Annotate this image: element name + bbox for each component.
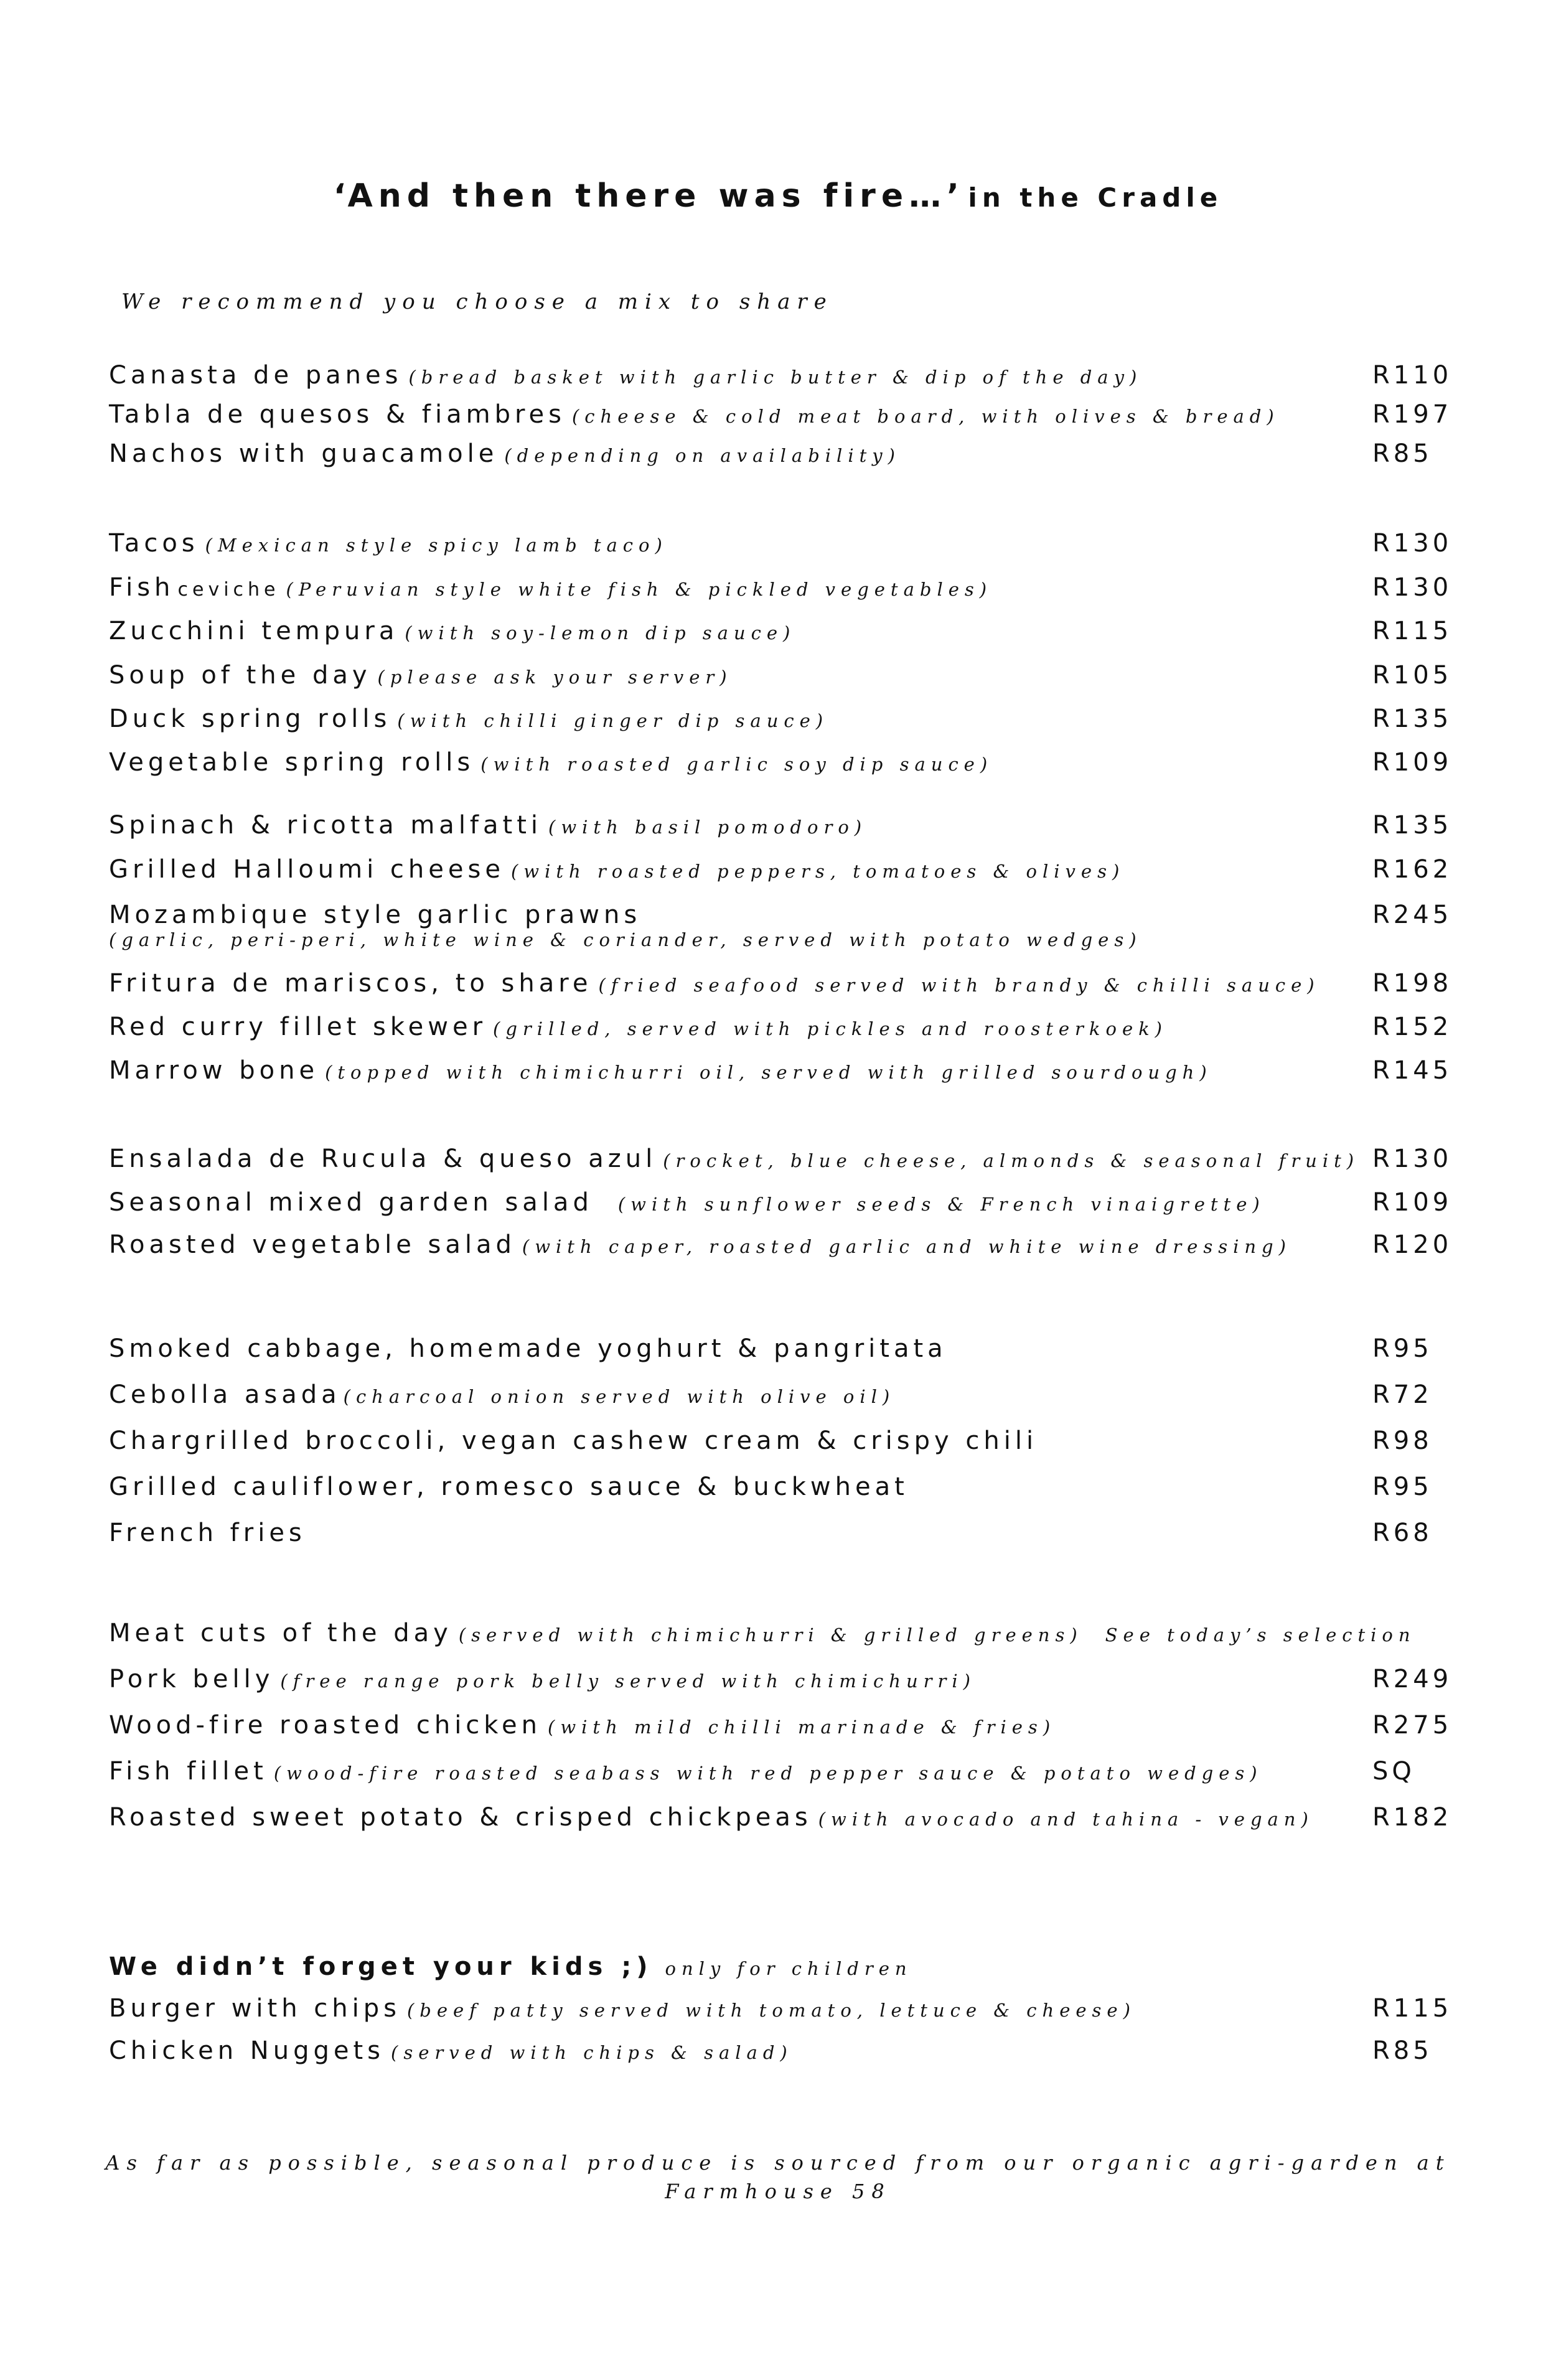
menu-item: [109, 896, 1460, 934]
intro-text: We recommend you choose a mix to share: [121, 289, 833, 314]
item-price: R162: [1372, 855, 1453, 884]
item-desc: (served with chimichurri & grilled greens): [458, 1624, 1083, 1646]
item-name: Roasted vegetable salad: [109, 1230, 516, 1259]
item-name: Tacos: [109, 529, 199, 558]
item-name: Spinach & ricotta malfatti: [109, 811, 543, 840]
item-name: Canasta de panes: [109, 361, 403, 390]
item-price: R85: [1372, 439, 1433, 468]
footer-note: [0, 2148, 1556, 2206]
menu-item: [109, 1990, 1460, 2027]
item-name: Duck spring rolls: [109, 705, 391, 733]
item-price: R115: [1372, 1994, 1453, 2023]
item-desc: (charcoal onion served with olive oil): [343, 1386, 896, 1407]
item-desc: (with basil pomodoro): [548, 817, 868, 838]
item-price: R105: [1372, 661, 1453, 690]
item-desc: (with sunflower seeds & French vinaigrette): [617, 1194, 1265, 1215]
item-price: R135: [1372, 705, 1453, 733]
item-price: R275: [1372, 1711, 1453, 1740]
item-name: Meat cuts of the day: [109, 1619, 452, 1647]
item-price: R98: [1372, 1427, 1433, 1455]
item-desc: (served with chips & salad): [391, 2042, 793, 2063]
menu-item: [109, 1052, 1460, 1089]
title-sub: in the Cradle: [968, 182, 1223, 213]
item-desc: (topped with chimichurri oil, served with grilled sourdough): [325, 1062, 1212, 1083]
item-name: Seasonal mixed garden salad: [109, 1188, 593, 1217]
menu-item: [109, 657, 1460, 694]
menu-item: [109, 569, 1460, 606]
menu-item: [109, 1514, 1460, 1552]
menu-item: [109, 396, 1460, 433]
item-name: Pork belly: [109, 1665, 274, 1694]
item-price: R245: [1372, 901, 1453, 929]
item-desc: (with caper, roasted garlic and white wine dressing): [522, 1236, 1291, 1257]
menu-item: [109, 2032, 1460, 2069]
item-price: R68: [1372, 1519, 1433, 1547]
item-price: R72: [1372, 1380, 1433, 1409]
menu-item: [109, 965, 1460, 1002]
item-desc: (Mexican style spicy lamb taco): [205, 535, 668, 556]
item-name: Nachos with guacamole: [109, 439, 499, 468]
menu-item: [109, 1330, 1460, 1367]
menu-item: [109, 744, 1460, 781]
item-name: Vegetable spring rolls: [109, 748, 475, 777]
item-price: R130: [1372, 573, 1453, 602]
menu-item: [109, 807, 1460, 844]
item-desc: (cheese & cold meat board, with olives & bread): [571, 406, 1280, 427]
item-name: Fish fillet: [109, 1757, 268, 1786]
item-price: R109: [1372, 748, 1453, 777]
item-price: R197: [1372, 400, 1453, 429]
item-name: Mozambique style garlic prawns: [109, 901, 642, 929]
item-desc: (depending on availability): [504, 445, 901, 466]
item-price: R130: [1372, 529, 1453, 558]
item-price: R152: [1372, 1013, 1453, 1041]
menu-item: [109, 851, 1460, 888]
item-price: R130: [1372, 1145, 1453, 1173]
menu-item: [109, 1376, 1460, 1413]
menu-item: [109, 1661, 1460, 1698]
item-price: R145: [1372, 1056, 1453, 1085]
item-desc: (with mild chilli marinade & fries): [548, 1717, 1056, 1738]
item-subdesc: (garlic, peri-peri, white wine & coriander, served with potato wedges): [109, 929, 1142, 950]
item-price: R95: [1372, 1334, 1433, 1363]
item-name: Fritura de mariscos, to share: [109, 969, 593, 998]
item-name: Smoked cabbage, homemade yoghurt & pangritata: [109, 1334, 947, 1363]
menu-item: [109, 1614, 1460, 1652]
kids-heading: We didn’t forget your kids ;): [109, 1952, 653, 1981]
item-name-small: ceviche: [177, 579, 280, 601]
item-desc: (with avocado and tahina - vegan): [818, 1809, 1314, 1830]
item-desc: (free range pork belly served with chimichurri): [280, 1670, 976, 1692]
kids-note: only for children: [665, 1958, 912, 1979]
item-desc: (grilled, served with pickles and roosterkoek): [493, 1018, 1168, 1039]
item-name: Red curry fillet skewer: [109, 1013, 487, 1041]
menu-item: [109, 1799, 1460, 1836]
item-price: R110: [1372, 361, 1453, 390]
menu-item: [109, 700, 1460, 738]
item-name: Burger with chips: [109, 1994, 401, 2023]
item-desc: (wood-fire roasted seabass with red pepper sauce & potato wedges): [273, 1763, 1263, 1784]
item-desc: (beef patty served with tomato, lettuce & cheese): [406, 2000, 1136, 2021]
menu-item: [109, 612, 1460, 650]
item-price: R198: [1372, 969, 1453, 998]
item-name: Tabla de quesos & fiambres: [109, 400, 566, 429]
item-name: French fries: [109, 1519, 306, 1547]
item-name: Soup of the day: [109, 661, 372, 690]
menu-item: [109, 1707, 1460, 1744]
item-name: Chargrilled broccoli, vegan cashew cream & crispy chili: [109, 1427, 1038, 1455]
item-price: R249: [1372, 1665, 1453, 1694]
menu-item: [109, 1140, 1460, 1178]
footer-line-1: As far as possible, seasonal produce is sourced from our organic agri-garden at: [105, 2151, 1451, 2175]
item-price: R115: [1372, 617, 1453, 645]
kids-heading-row: [109, 1948, 1460, 1985]
item-desc: (fried seafood served with brandy & chilli sauce): [598, 975, 1320, 996]
item-name: Fish: [109, 573, 175, 602]
footer-line-2: Farmhouse 58: [665, 2180, 891, 2203]
item-desc: (Peruvian style white fish & pickled vegetables): [286, 579, 993, 600]
item-price: R120: [1372, 1230, 1453, 1259]
menu-title: [0, 177, 1556, 215]
item-name: Roasted sweet potato & crisped chickpeas: [109, 1803, 812, 1832]
menu-item: [109, 1008, 1460, 1046]
menu-item: [109, 1753, 1460, 1790]
menu-item: [109, 1468, 1460, 1506]
item-name: Cebolla asada: [109, 1380, 341, 1409]
item-desc: (with chilli ginger dip sauce): [397, 710, 829, 731]
item-price: SQ: [1372, 1757, 1415, 1786]
item-desc: (rocket, blue cheese, almonds & seasonal fruit): [663, 1150, 1360, 1171]
item-price: R182: [1372, 1803, 1453, 1832]
item-name: Marrow bone: [109, 1056, 319, 1085]
title-main: ‘And then there was fire…’: [333, 177, 965, 215]
item-name: Chicken Nuggets: [109, 2036, 385, 2065]
item-note: See today’s selection: [1105, 1624, 1416, 1646]
item-desc: (with roasted peppers, tomatoes & olives): [510, 861, 1125, 882]
item-name: Grilled cauliflower, romesco sauce & buckwheat: [109, 1473, 909, 1501]
item-price: R95: [1372, 1473, 1433, 1501]
item-desc: (with soy-lemon dip sauce): [405, 622, 796, 644]
menu-item: [109, 525, 1460, 562]
menu-item: [109, 357, 1460, 394]
item-name: Wood-fire roasted chicken: [109, 1711, 541, 1740]
item-desc: (please ask your server): [377, 667, 733, 688]
menu-item: [109, 1226, 1460, 1263]
item-price: R135: [1372, 811, 1453, 840]
menu-item: [109, 1184, 1460, 1221]
menu-item: [109, 1422, 1460, 1459]
item-desc: (with roasted garlic soy dip sauce): [480, 754, 993, 775]
menu-item: [109, 435, 1460, 472]
item-name: Ensalada de Rucula & queso azul: [109, 1145, 657, 1173]
item-desc: (bread basket with garlic butter & dip of the day): [408, 367, 1143, 388]
item-price: R85: [1372, 2036, 1433, 2065]
item-name: Grilled Halloumi cheese: [109, 855, 505, 884]
item-price: R109: [1372, 1188, 1453, 1217]
item-name: Zucchini tempura: [109, 617, 399, 645]
